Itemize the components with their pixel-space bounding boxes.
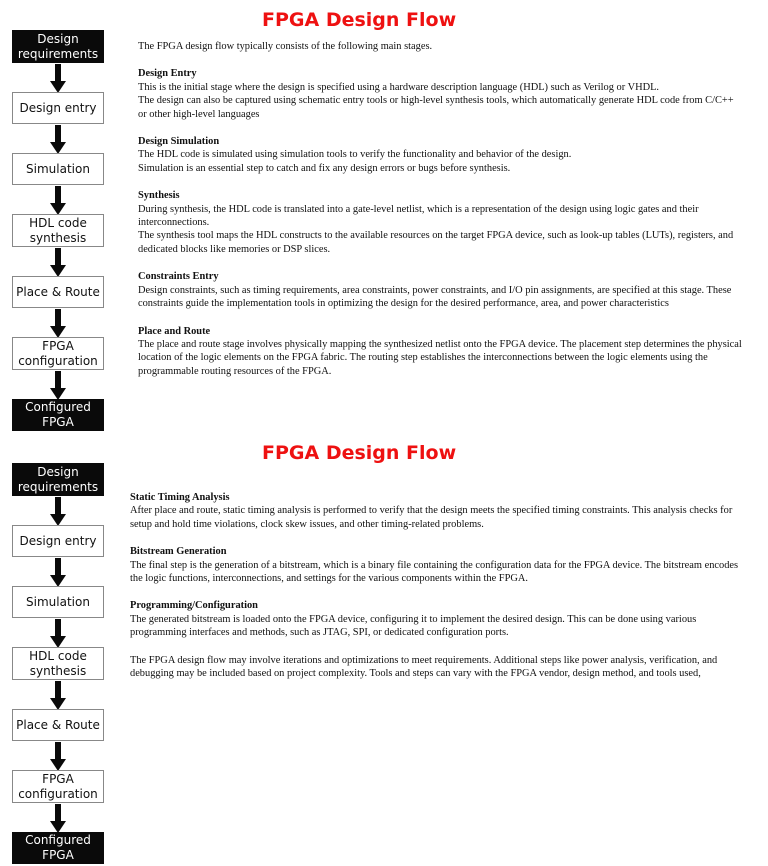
slide-content: [130, 491, 752, 680]
down-arrow-icon: [50, 125, 66, 155]
section-text: Simulation is an essential step to catch and fix any design errors or bugs before synthesis.: [138, 162, 511, 174]
section-text: The generated bitstream is loaded onto the FPGA device, configuring it to implement the desired design. This can be done using various programming interfaces and methods, such as JTAG, SPI, or dedicated configuration ports.: [130, 613, 697, 639]
section-place-and-route: [138, 325, 742, 379]
section-text: The design can also be captured using schematic entry tools or high-level synthesis tools, which automatically generate HDL code from C/C++ or other high-level languages: [138, 95, 734, 120]
flow-step-configured-fpga: Configured FPGA: [12, 832, 104, 864]
down-arrow-icon: [50, 804, 66, 834]
slide-title: FPGA Design Flow: [262, 442, 457, 464]
section-heading: Synthesis: [138, 190, 180, 202]
intro-text: The FPGA design flow typically consists of the following main stages.: [138, 41, 433, 52]
section-design-entry: [138, 67, 742, 121]
down-arrow-icon: [50, 619, 66, 649]
closing-paragraph: [130, 654, 752, 681]
section-text: The synthesis tool maps the HDL constructs to the available resources on the target FPGA device, such as look-up tables (LUTs), registers, and dedicated blocks like memories or DSP slices.: [138, 230, 734, 255]
section-bitstream-generation: [130, 545, 752, 585]
flow-step-design-entry: Design entry: [12, 92, 104, 124]
section-design-simulation: [138, 135, 742, 175]
down-arrow-icon: [50, 371, 66, 401]
section-text: The HDL code is simulated using simulation tools to verify the functionality and behavior of the design.: [138, 149, 572, 161]
flow-step-simulation: Simulation: [12, 586, 104, 618]
section-heading: Design Entry: [138, 68, 197, 80]
section-constraints-entry: [138, 270, 742, 310]
flow-step-place-route: Place & Route: [12, 709, 104, 741]
section-synthesis: [138, 189, 742, 256]
down-arrow-icon: [50, 497, 66, 527]
section-heading: Design Simulation: [138, 136, 220, 148]
flow-step-configured-fpga: Configured FPGA: [12, 399, 104, 431]
section-text: During synthesis, the HDL code is translated into a gate-level netlist, which is a representation of the design using logic gates and their interconnections.: [138, 203, 699, 229]
down-arrow-icon: [50, 681, 66, 711]
down-arrow-icon: [50, 186, 66, 216]
flow-step-simulation: Simulation: [12, 153, 104, 185]
section-text: The final step is the generation of a bitstream, which is a binary file containing the configuration data for the FPGA device. The bitstream encodes the logic functions, interconnections, and settings for the various components within the FPGA.: [130, 559, 739, 585]
section-static-timing-analysis: [130, 491, 752, 531]
flow-step-fpga-configuration: FPGA configuration: [12, 770, 104, 803]
section-text: Design constraints, such as timing requirements, area constraints, power constraints, and I/O pin assignments, are specified at this stage. These constraints guide the implementation tools in optimizing the design for the desired performance, area, and power characteristics: [138, 284, 732, 310]
section-text: The place and route stage involves physically mapping the synthesized netlist onto the FPGA device. The placement step determines the physical location of the logic elements on the FPGA fabric. The routing step establishes the interconnections between the logic elements using the programmable routing resources of the FPGA.: [138, 338, 742, 377]
section-programming-configuration: [130, 599, 752, 639]
down-arrow-icon: [50, 248, 66, 278]
flow-step-design-requirements: Design requirements: [12, 30, 104, 63]
section-heading: Bitstream Generation: [130, 546, 227, 558]
flow-step-place-route: Place & Route: [12, 276, 104, 308]
down-arrow-icon: [50, 309, 66, 339]
section-text: This is the initial stage where the design is specified using a hardware description language (HDL) such as Verilog or VHDL.: [138, 81, 660, 93]
slide-content: [138, 40, 742, 378]
section-text: After place and route, static timing analysis is performed to verify that the design meets the specified timing constraints. This analysis checks for setup and hold time violations, clock skew issues, and other timing-related problems.: [130, 505, 733, 530]
flow-step-hdl-code-synthesis: HDL code synthesis: [12, 647, 104, 680]
flow-step-hdl-code-synthesis: HDL code synthesis: [12, 214, 104, 247]
section-heading: Static Timing Analysis: [130, 492, 230, 503]
outro-text: The FPGA design flow may involve iterations and optimizations to meet requirements. Additional steps like power analysis, verification, and debugging may be included based on project complexity. Tools and steps can vary with the FPGA vendor, design method, and tools used,: [130, 654, 718, 680]
down-arrow-icon: [50, 64, 66, 94]
flow-step-fpga-configuration: FPGA configuration: [12, 337, 104, 370]
section-heading: Programming/Configuration: [130, 600, 258, 612]
slide-title: FPGA Design Flow: [262, 9, 457, 31]
section-heading: Place and Route: [138, 325, 211, 337]
down-arrow-icon: [50, 742, 66, 772]
down-arrow-icon: [50, 558, 66, 588]
section-heading: Constraints Entry: [138, 271, 219, 283]
flow-step-design-requirements: Design requirements: [12, 463, 104, 496]
slide-2: [0, 433, 768, 866]
flow-step-design-entry: Design entry: [12, 525, 104, 557]
